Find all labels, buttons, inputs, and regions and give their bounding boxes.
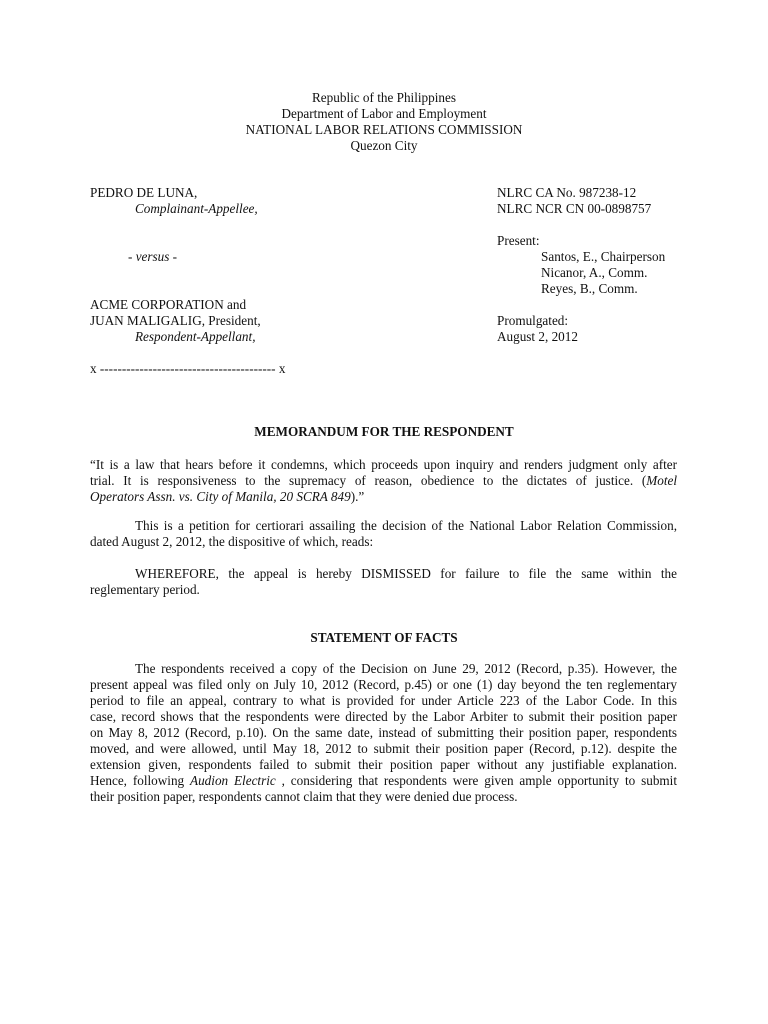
promulgated-label: Promulgated: [497, 313, 569, 328]
facts-paragraph [90, 661, 677, 805]
header-department: Department of Labor and Employment [281, 106, 487, 121]
facts-line: on May 8, 2012 (Record, p.10). On the same date, instead of submitting their position paper, respondents [90, 725, 677, 740]
document-header [0, 90, 768, 154]
facts-text: , considering that respondents were given ample opportunity to submit [275, 773, 677, 788]
citation-text: Motel [646, 473, 677, 488]
complainant-role: Complainant-Appellee, [135, 201, 258, 216]
header-city: Quezon City [350, 138, 418, 153]
promulgated-date: August 2, 2012 [497, 329, 578, 344]
petition-line: dated August 2, 2012, the dispositive of which, reads: [90, 534, 374, 549]
quote-text: trial. It is responsiveness to the supremacy of reason, obedience to the dictates of justice. ( [90, 473, 647, 488]
case-citation: Audion Electric [190, 773, 276, 788]
wherefore-line: WHEREFORE, the appeal is hereby DISMISSED for failure to file the same within the [135, 566, 677, 581]
respondent-name-1: ACME CORPORATION and [90, 297, 247, 312]
quote-line: “It is a law that hears before it condemns, which proceeds upon inquiry and renders judgment only after [90, 457, 677, 472]
respondent-role: Respondent-Appellant, [135, 329, 256, 344]
case-number-1: NLRC CA No. 987238-12 [497, 185, 637, 200]
petition-paragraph [90, 518, 677, 550]
citation-text: Operators Assn. vs. City of Manila, 20 SCRA 849 [90, 489, 351, 504]
quote-paragraph [90, 457, 677, 505]
case-number-2: NLRC NCR CN 00-0898757 [497, 201, 652, 216]
facts-line: period to file an appeal, contrary to what is provided for under Article 223 of the Labor Code. In this [90, 693, 677, 708]
facts-line: present appeal was filed only on July 10, 2012 (Record, p.45) or one (1) day beyond the ten reglementary [90, 677, 677, 692]
wherefore-line: reglementary period. [90, 582, 200, 597]
petition-line: This is a petition for certiorari assailing the decision of the National Labor Relation Commission, [135, 518, 677, 533]
header-commission: NATIONAL LABOR RELATIONS COMMISSION [245, 122, 523, 137]
statement-of-facts-title: STATEMENT OF FACTS [310, 630, 458, 645]
respondent-name-2: JUAN MALIGALIG, President, [90, 313, 261, 328]
facts-line: extension given, respondents failed to submit their position paper without any justifiable explanation. [90, 757, 677, 772]
facts-line: case, record shows that the respondents were directed by the Labor Arbiter to submit their position paper [90, 709, 677, 724]
member-3: Reyes, B., Comm. [541, 281, 638, 296]
facts-line: The respondents received a copy of the Decision on June 29, 2012 (Record, p.35). However, the [135, 661, 677, 676]
memorandum-title: MEMORANDUM FOR THE RESPONDENT [254, 424, 514, 439]
member-1: Santos, E., Chairperson [541, 249, 666, 264]
present-label: Present: [497, 233, 540, 248]
complainant-name: PEDRO DE LUNA, [90, 185, 198, 200]
member-2: Nicanor, A., Comm. [541, 265, 648, 280]
versus-label: - versus - [128, 249, 178, 264]
wherefore-paragraph [90, 566, 677, 598]
facts-line [90, 773, 677, 789]
quote-line [90, 473, 677, 489]
facts-text: Hence, following [90, 773, 191, 788]
facts-line: moved, and were allowed, until May 18, 2012 to submit their position paper (Record, p.12). despite the [90, 741, 677, 756]
facts-line: their position paper, respondents cannot claim that they were denied due process. [90, 789, 518, 804]
quote-line [90, 489, 677, 505]
caption-separator: x ---------------------------------------- x [90, 361, 286, 376]
quote-text: ).” [350, 489, 365, 504]
header-republic: Republic of the Philippines [312, 90, 456, 105]
